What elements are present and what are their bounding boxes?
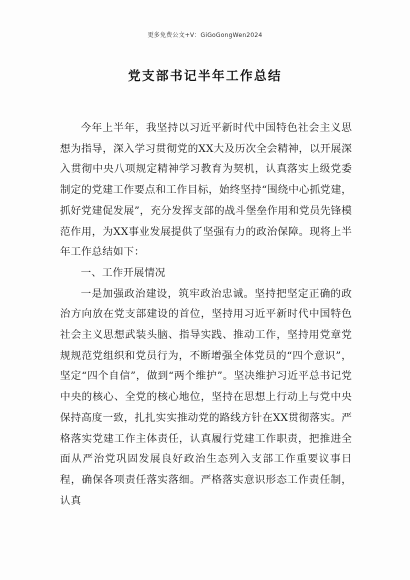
- document-body: [60, 118, 352, 511]
- intro-paragraph: 今年上半年，我坚持以习近平新时代中国特色社会主义思想为指导，深入学习贯彻党的XX大及历次全会精神，以开展深入贯彻中央八项规定精神学习教育为契机，认真落实上级党委制定的党建工作要点和工作目标，始终坚持“围绕中心抓党建，抓好党建促发展”，充分发挥支部的战斗堡垒作用和党员先锋模范作用，为XX事业发展提供了坚强有力的政治保障。现将上半年工作总结如下：: [60, 122, 352, 259]
- header-note: 更多免费公文+V：GiGoGongWen2024: [147, 32, 263, 39]
- document-title: 党支部书记半年工作总结: [127, 68, 282, 83]
- body-paragraph: 一是加强政治建设，筑牢政治忠诚。坚持把坚定正确的政治方向放在党支部建设的首位，坚持用习近平新时代中国特色社会主义思想武装头脑、指导实践、推动工作，坚持用党章党规规范党组织和党员行为，不断增强全体党员的“四个意识”，坚定“四个自信”，做到“两个维护”。坚决维护习近平总书记党中央的核心、全党的核心地位，坚持在思想上行动上与党中央保持高度一致，扎扎实实推动党的路线方针在XX贯彻落实。严格落实党建工作主体责任，认真履行党建工作职责，把推进全面从严治党巩固发展良好政治生态列入支部工作重要议事日程，确保各项责任落实落细。严格落实意识形态工作责任制，认真: [60, 287, 352, 507]
- section-heading: 一、工作开展情况: [80, 266, 166, 279]
